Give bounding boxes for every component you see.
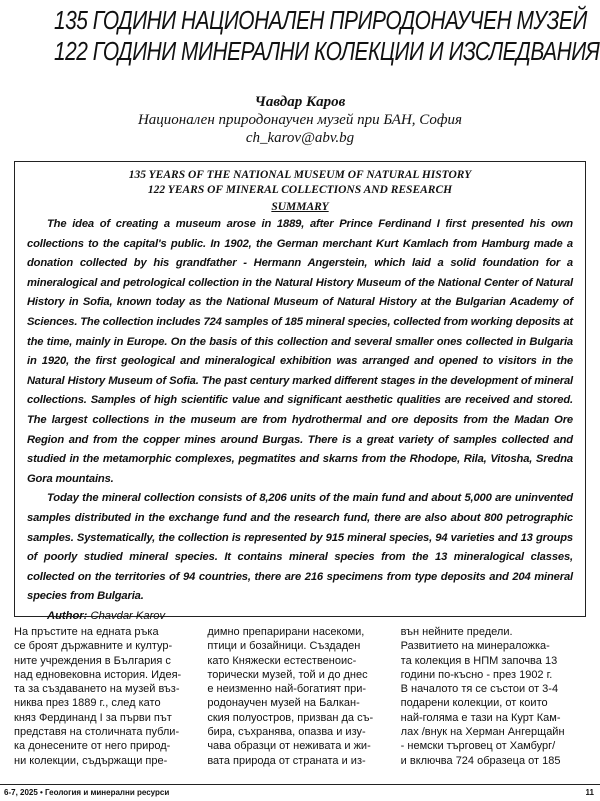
- text-line: родонаучен музей на Балкан-: [207, 697, 360, 710]
- text-line: никва през 1889 г., след като: [14, 697, 161, 710]
- footer-journal: 6-7, 2025 • Геология и минерални ресурси: [4, 788, 170, 797]
- text-line: На пръстите на едната ръка: [14, 626, 159, 638]
- text-line: та колекция в НПМ започва 13: [400, 654, 558, 667]
- text-line: та за създаването на музей въз-: [14, 683, 180, 696]
- text-line: вата природа от страната и из-: [207, 754, 366, 767]
- text-line: се броят държавните и култур-: [14, 640, 173, 653]
- page-number: 11: [585, 788, 594, 797]
- text-line: В началото тя се състои от 3-4: [400, 683, 559, 696]
- body-column-3: [401, 625, 586, 785]
- text-line: торически музей, той и до днес: [207, 668, 368, 681]
- text-line: ни колекции, съдържащи пре-: [14, 754, 168, 767]
- text-line: вън нейните предели.: [400, 626, 513, 638]
- text-line: и включва 724 образеца от 185: [400, 754, 561, 767]
- text-line: Развитието на минераложка-: [400, 640, 550, 653]
- text-line: подарени колекции, от които: [400, 697, 548, 710]
- text-line: години по-късно - през 1902 г.: [400, 668, 553, 681]
- text-line: ка донесените от него природ-: [14, 740, 171, 753]
- text-line: птици и бозайници. Създаден: [207, 640, 361, 653]
- text-line: е неизменно най-богатият при-: [207, 683, 367, 696]
- text-line: като Княжески естественоис-: [207, 654, 357, 667]
- title-line-1: 135 ГОДИНИ НАЦИОНАЛЕН ПРИРОДОНАУЧЕН МУЗЕЙ: [54, 7, 587, 35]
- summary-title-2: 122 YEARS OF MINERAL COLLECTIONS AND RESEARCH: [147, 184, 453, 196]
- article-titles: [54, 6, 600, 68]
- title-line-2: 122 ГОДИНИ МИНЕРАЛНИ КОЛЕКЦИИ И ИЗСЛЕДВАНИЯ: [54, 38, 600, 66]
- summary-title-1: 135 YEARS OF THE NATIONAL MUSEUM OF NATURAL HISTORY: [128, 169, 472, 181]
- body-columns: [14, 625, 586, 785]
- summary-paragraph-1: The idea of creating a museum arose in 1889, after Prince Ferdinand I first presented his own collections to the capital's public. In 1902, the German merchant Kurt Kamlach from Hamburg made a donation collected by his grandfather - Hermann Angerstein, which laid a solid foundation for a mineralogical and petrological collection in the Natural History Museum of the National Center of Natural History in Sofia, known today as the National Museum of Natural History at the Bulgarian Academy of Sciences. The collection includes 724 samples of 185 mineral species, collected from working deposits at the time, mainly in Europe. On the basis of this collection and several smaller ones collected in Bulgaria in 1920, the first geological and mineralogical exhibition was arranged and opened to visitors in the Natural History Museum of Sofia. The past century marked different stages in the development of mineral collections. Samples of high scientific value and significant aesthetic qualities are received and stored. The largest collections in the museum are from hydrothermal and ore deposits from the Madan Ore Region and from the copper mines around Burgas. There is a great variety of samples collected and studied in the metamorphic complexes, pegmatites and skarns from the Rhodope, Rila, Vitosha, Sredna Gora mountains.: [27, 218, 573, 485]
- text-line: чава образци от неживата и жи-: [207, 740, 371, 753]
- body-column-2: [207, 625, 392, 785]
- text-line: представя на столичната публи-: [14, 726, 180, 739]
- body-column-1: [14, 625, 199, 785]
- summary-author: [47, 607, 573, 626]
- page-footer: [0, 784, 600, 801]
- text-line: ския полуостров, призван да съ-: [207, 711, 374, 724]
- author-name: Чавдар Каров: [254, 94, 346, 110]
- summary-paragraph-2: Today the mineral collection consists of 8,206 units of the main fund and about 5,000 are uninvented samples distributed in the exchange fund and the research fund, there are also about 800 petrographic samples. Systematically, the collection is represented by 915 mineral species, 94 varieties and 13 groups of poorly studied mineral species. It contains mineral species from the 13 mineralogical classes, collected on the territories of 94 countries, there are 216 specimens from type deposits and 204 mineral species from Bulgaria.: [27, 492, 573, 603]
- author-block: [0, 93, 600, 147]
- text-line: най-голяма е тази на Курт Кам-: [400, 711, 561, 724]
- summary-author-label: Author:: [47, 609, 88, 622]
- author-email[interactable]: ch_karov@abv.bg: [245, 130, 355, 146]
- author-institution: Национален природонаучен музей при БАН, София: [137, 112, 463, 128]
- text-line: княз Фердинанд I за първи път: [14, 711, 172, 724]
- text-line: димно препарирани насекоми,: [207, 626, 365, 638]
- summary-box: [14, 161, 586, 622]
- text-line: - немски търговец от Хамбург/: [400, 740, 556, 753]
- text-line: над едновековна история. Идея-: [14, 668, 182, 681]
- summary-label: SUMMARY: [271, 201, 329, 213]
- text-line: бира, съхранява, опазва и изу-: [207, 726, 366, 739]
- text-line: ните учреждения в България с: [14, 654, 171, 667]
- summary-author-value: Chavdar Karov: [90, 609, 166, 622]
- text-line: лах /внук на Херман Ангерщайн: [400, 726, 565, 739]
